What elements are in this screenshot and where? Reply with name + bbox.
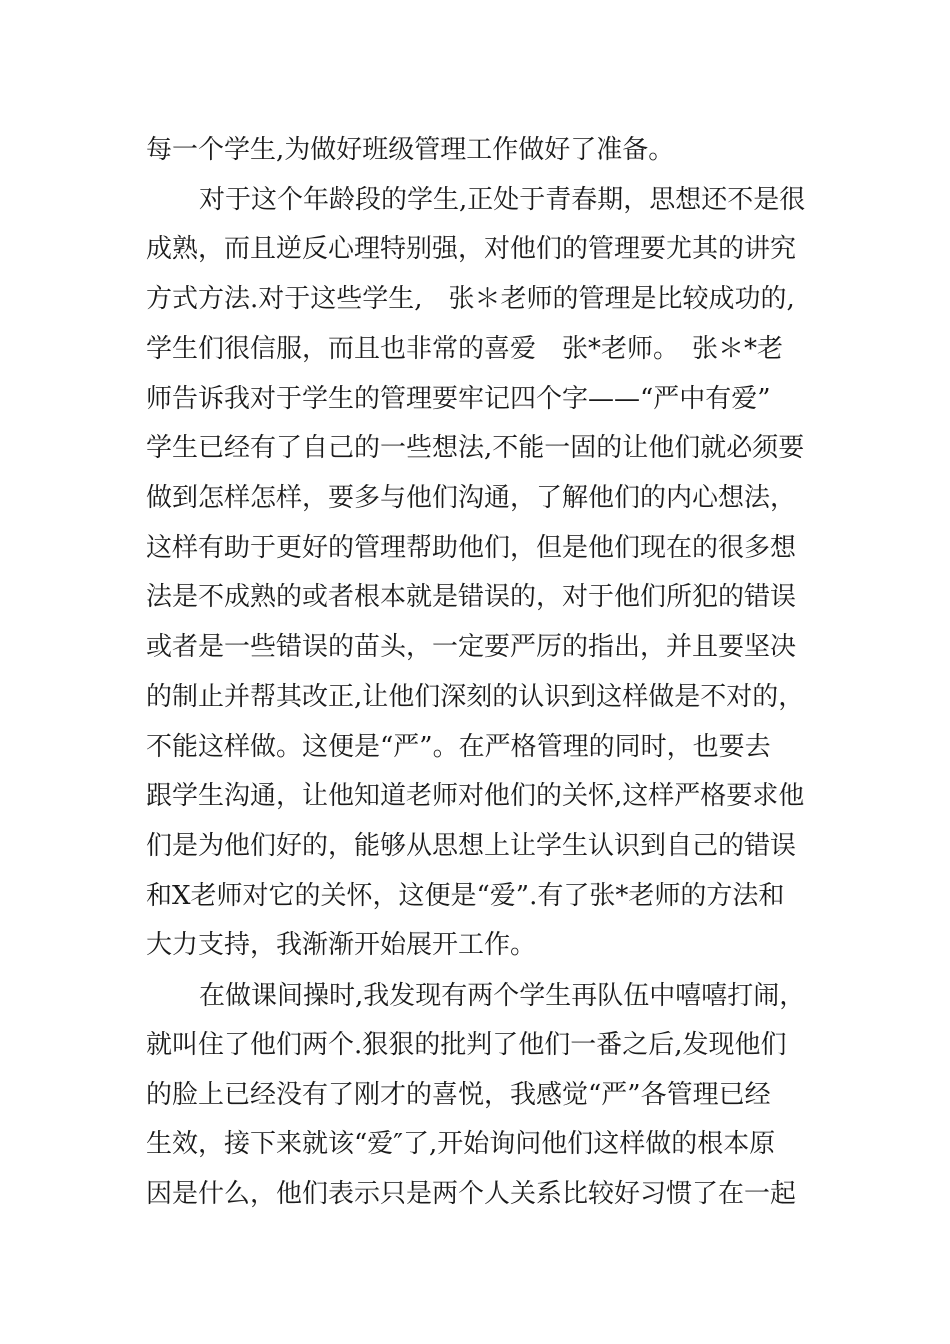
- text-line: 或者是一些错误的苗头，一定要严厉的指出，并且要坚决: [146, 632, 797, 662]
- text-line: 法是不成熟的或者根本就是错误的，对于他们所犯的错误: [146, 582, 797, 612]
- text-line: 学生们很信服，而且也非常的喜爱 张*老师。 张＊*老: [146, 334, 784, 364]
- text-line: 因是什么，他们表示只是两个人关系比较好习惯了在一起: [146, 1179, 797, 1209]
- text-line: 方式方法.对于这些学生, 张＊老师的管理是比较成功的,: [146, 284, 795, 314]
- text-line: 师告诉我对于学生的管理要牢记四个字——“严中有爱”: [146, 384, 771, 414]
- text-line: 们是为他们好的，能够从思想上让学生认识到自己的错误: [146, 831, 797, 861]
- text-line: 和X老师对它的关怀，这便是“爱”.有了张*老师的方法和: [146, 881, 785, 911]
- text-line: 跟学生沟通，让他知道老师对他们的关怀,这样严格要求他: [146, 781, 805, 811]
- paragraph-start-line: 对于这个年龄段的学生,正处于青春期，思想还不是很: [199, 185, 806, 215]
- text-line: 不能这样做。这便是“严”。在严格管理的同时，也要去: [146, 732, 771, 762]
- text-line: 成熟，而且逆反心理特别强，对他们的管理要尤其的讲究: [146, 234, 797, 264]
- text-line: 这样有助于更好的管理帮助他们，但是他们现在的很多想: [146, 533, 797, 563]
- text-line: 生效，接下来就该“爱″了,开始询问他们这样做的根本原: [146, 1129, 776, 1159]
- text-line: 每一个学生,为做好班级管理工作做好了准备。: [146, 135, 675, 165]
- text-line: 做到怎样怎样，要多与他们沟通，了解他们的内心想法，: [146, 483, 797, 513]
- paragraph-start-line: 在做课间操时,我发现有两个学生再队伍中嘻嘻打闹，: [199, 981, 806, 1011]
- text-line: 的制止并帮其改正,让他们深刻的认识到这样做是不对的，: [146, 682, 805, 712]
- text-line: 学生已经有了自己的一些想法,不能一固的让他们就必须要: [146, 433, 805, 463]
- text-line: 的脸上已经没有了刚才的喜悦，我感觉“严”各管理已经: [146, 1080, 771, 1110]
- text-line: 大力支持，我渐渐开始展开工作。: [146, 930, 537, 960]
- text-line: 就叫住了他们两个.狠狠的批判了他们一番之后,发现他们: [146, 1030, 787, 1060]
